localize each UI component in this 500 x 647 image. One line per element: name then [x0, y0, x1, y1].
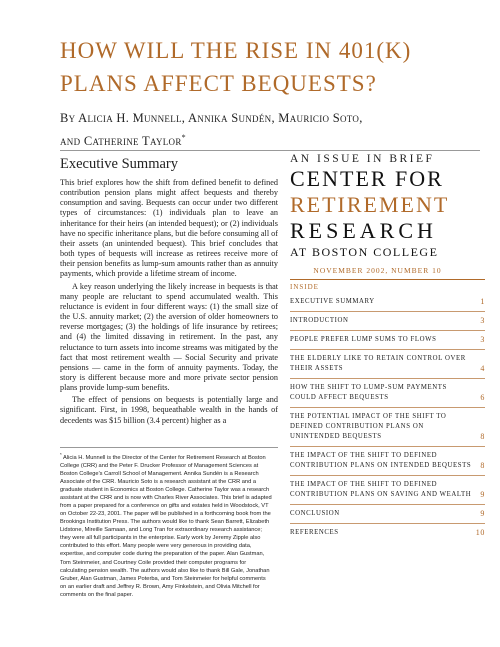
toc-item-page: 6: [480, 393, 485, 402]
issue-in-brief-label: AN ISSUE IN BRIEF: [290, 153, 435, 165]
author-footnote: [60, 451, 272, 599]
toc-item-page: 3: [480, 316, 485, 325]
toc-item-label: REFERENCES: [290, 529, 339, 536]
title-line-1: HOW WILL THE RISE IN 401(K): [60, 38, 412, 63]
toc-item-page: 9: [480, 509, 485, 518]
executive-summary-heading: Executive Summary: [60, 156, 178, 172]
brand-center-for: CENTER FOR: [290, 166, 444, 191]
toc-item[interactable]: [290, 505, 485, 523]
toc-item[interactable]: [290, 408, 485, 446]
toc-item-label: THE IMPACT OF THE SHIFT TO DEFINED CONTRIBUTION PLANS ON SAVING AND WEALTH: [290, 481, 472, 498]
document-title: [60, 34, 480, 100]
toc-item-page: 3: [480, 335, 485, 344]
issue-date: NOVEMBER 2002, NUMBER 10: [313, 266, 442, 275]
toc-item-page: 9: [480, 490, 485, 499]
toc-item-page: 4: [480, 364, 485, 373]
toc-item[interactable]: [290, 447, 485, 475]
authors-line-1: By Alicia H. Munnell, Annika Sundén, Mauricio Soto,: [60, 111, 363, 125]
inside-label: INSIDE: [290, 283, 319, 291]
authors-line-2: and Catherine Taylor: [60, 134, 182, 149]
toc-item[interactable]: [290, 350, 485, 378]
footnote-marker: *: [60, 452, 62, 457]
contents-top-rule: [290, 279, 485, 280]
toc-item-label: HOW THE SHIFT TO LUMP-SUM PAYMENTS COULD AFFECT BEQUESTS: [290, 384, 447, 401]
brand-research: RESEARCH: [290, 218, 437, 243]
brand-boston-college: AT BOSTON COLLEGE: [290, 245, 439, 259]
toc-item-label: THE ELDERLY LIKE TO RETAIN CONTROL OVER THEIR ASSETS: [290, 355, 466, 372]
toc-item-page: 8: [480, 461, 485, 470]
brand-and-contents-column: [290, 150, 485, 542]
toc-item-label: EXECUTIVE SUMMARY: [290, 298, 375, 305]
toc-item[interactable]: [290, 293, 485, 311]
toc-item-label: CONCLUSION: [290, 510, 340, 517]
footnote-text: Alicia H. Munnell is the Director of the Center for Retirement Research at Boston College (CRR) and the Peter F. Drucker Professor of Management Sciences at Boston College's Carroll School of Management. Annika Sundén is a Research Associate of the CRR. Mauricio Soto is a research assistant at the CRR and a graduate student in Economics at Boston College. Catherine Taylor was a research assistant at the CRR and is now with Charles River Associates. This brief is adapted from a paper prepared for a conference on gifts and estates held in Woodstock, VT on October 22-23, 2001. The paper will be published in a forthcoming book from the Brookings Institution Press. The authors would like to thank Sean Barrett, Elizabeth Lidstone, Mireille Samaan, and Long Tran for extraordinary research assistance; they were all full participants in the enterprise. Early work by Jeremy Zipple also contributed to this effort. Many people were very generous in providing data, expertise, and computer code during the preparation of the paper. Alan Gustman, Tom Steinmeier, and Courtney Coile provided their computer programs for calculating pension wealth. The authors would also like to thank Bill Gale, Jonathan Gruber, Alan Gustman, James Poterba, and Tom Steinmeier for helpful comments on an earlier draft and Jeffrey R. Brown, Amy Finkelstein, and Olivia Mitchell for comments on the final paper.: [60, 454, 272, 598]
toc-item-page: 1: [480, 297, 485, 306]
toc-item[interactable]: [290, 476, 485, 504]
table-of-contents: [290, 293, 485, 542]
summary-paragraph-2: A key reason underlying the likely increase in bequests is that many people are reluctant to spend accumulated wealth. This reluctance is evident in four different ways: (1) the small size of the U.S. annuity market; (2) the aversion of older homeowners to reverse mortgages; (3) the holdings of life insurance by retirees; and (4) the limited dissaving in retirement. In the past, any reluctance to turn assets into income streams was mitigated by the fact that most retirement wealth — Social Security and private pensions — came in the form of annuity payments. Today, the story is different because more and more private sector pension plans provide lump-sum benefits.: [60, 281, 278, 393]
title-line-2: PLANS AFFECT BEQUESTS?: [60, 71, 377, 96]
toc-item-label: THE IMPACT OF THE SHIFT TO DEFINED CONTRIBUTION PLANS ON INTENDED BEQUESTS: [290, 452, 472, 469]
author-footnote-marker: *: [181, 133, 186, 142]
summary-paragraph-3: The effect of pensions on bequests is potentially large and significant. First, in 1998, bequeathable wealth in the hands of decedents was $15 billion (3.4 percent) higher as a: [60, 395, 278, 425]
toc-item-page: 10: [475, 528, 485, 537]
executive-summary-column: [60, 154, 278, 426]
toc-item[interactable]: [290, 524, 485, 542]
toc-item-label: PEOPLE PREFER LUMP SUMS TO FLOWS: [290, 336, 437, 343]
summary-paragraph-1: This brief explores how the shift from defined benefit to defined contribution pension plans might affect bequests and thereby consumption and saving. Bequests can occur under two different types of circumstances: (1) individuals plan to leave an inheritance for their heirs (an intended bequest); or (2) individuals have no specific inheritance plans, but die before consuming all of their assets (an unintended bequest). This brief concludes that both types of bequests will increase as retirees receive more of their pension benefits as lump-sum amounts rather than as annuity payments, which provide a lifetime stream of income.: [60, 178, 278, 279]
toc-item[interactable]: [290, 331, 485, 349]
toc-item-label: INTRODUCTION: [290, 317, 349, 324]
toc-item-label: THE POTENTIAL IMPACT OF THE SHIFT TO DEFINED CONTRIBUTION PLANS ON UNINTENDED BEQUESTS: [290, 413, 447, 440]
footnote-divider: [60, 447, 278, 448]
toc-item-page: 8: [480, 432, 485, 441]
toc-item[interactable]: [290, 379, 485, 407]
toc-item[interactable]: [290, 312, 485, 330]
brand-retirement: RETIREMENT: [290, 192, 450, 217]
author-list: [60, 108, 480, 151]
